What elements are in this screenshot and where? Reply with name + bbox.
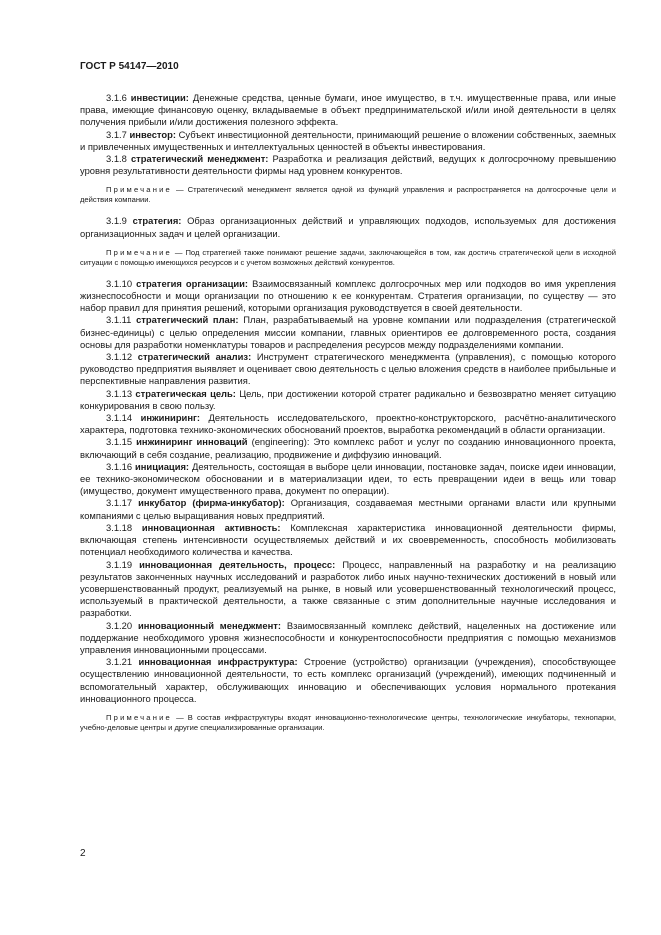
page-number: 2	[80, 848, 86, 859]
term-name: стратегия:	[132, 215, 182, 227]
term-text: Инструмент стратегического менеджмента (управления), с помощью которого руководство предприятия выявляет и оценивает свою деятельность с целью вложения средств в наиболее прибыльные и перспективные направления развития.	[80, 351, 617, 387]
term-name: инновационная инфраструктура:	[138, 656, 298, 668]
term-definition	[80, 497, 616, 521]
term-number: 3.1.13	[106, 387, 133, 399]
note-text: — Стратегический менеджмент является одной из функций управления и распространяется на долгосрочные цели и действия компании.	[80, 185, 616, 205]
term-name: стратегический план:	[136, 314, 239, 326]
term-definition	[80, 129, 616, 153]
term-name: стратегический менеджмент:	[130, 153, 269, 165]
document-body	[80, 92, 616, 743]
term-definition	[80, 388, 616, 412]
term-name: инжиниринг:	[140, 412, 201, 424]
term-name: стратегия организации:	[136, 277, 249, 289]
term-definition	[80, 522, 616, 559]
term-number: 3.1.17	[106, 497, 133, 509]
term-text: Взаимосвязанный комплекс долгосрочных мер или подходов во имя укрепления жизнеспособности и мощи организации по отношению к ее конкурентам. Стратегия организации, по существу — это набор правил для принятия решений, которыми организация руководствуется в своей деятельности.	[80, 277, 616, 314]
term-definition	[80, 620, 616, 657]
term-text: (engineering): Это комплекс работ и услуг по созданию инновационного проекта, включающий в себя создание, реализацию, продвижение и диффузию инноваций.	[80, 436, 616, 460]
term-number: 3.1.10	[106, 277, 133, 289]
note-label: Примечание	[106, 185, 172, 195]
term-text: Взаимосвязанный комплекс действий, нацеленных на достижение или поддержание необходимого уровня жизнеспособности и конкурентоспособности предприятия с помощью механизмов управления инновационными процессами.	[80, 619, 616, 655]
term-name: инвестиции:	[130, 92, 189, 103]
term-text: Процесс, направленный на разработку и на реализацию результатов законченных научных исследований и разработок либо иных научно-технических достижений в новый или усовершенствованный продукт, реализуемый на рынке, в новый или усовершенствованный технологический процесс, используемый в практической деятельности, а также связанные с этим дополнительные научные исследования и разработки.	[80, 558, 616, 619]
term-definition	[80, 461, 616, 498]
term-text: Строение (устройство) организации (учреждения), способствующее осуществлению инновационной деятельности, то есть комплекс организаций (учреждений), имеющих подчиненный и вспомогательный характер, обслуживающих инновацию и обеспечивающих условия нормального протекания инновационного процесса.	[80, 656, 616, 704]
term-number: 3.1.8	[106, 153, 127, 165]
term-definition	[80, 314, 616, 351]
term-number: 3.1.18	[106, 521, 133, 533]
term-name: инновационная активность:	[141, 521, 281, 533]
term-name: инновационная деятельность, процесс:	[139, 558, 336, 570]
term-text: Разработка и реализация действий, ведущих к долгосрочному превышению уровня результативности деятельности фирмы над уровнем конкурентов.	[80, 153, 616, 177]
term-number: 3.1.9	[106, 215, 127, 227]
note-label: Примечание	[106, 712, 172, 722]
note	[80, 713, 616, 733]
term-text: Комплексная характеристика инновационной деятельности фирмы, включающая степень интенсивности осуществляемых действий и их своевременность, способность мобилизовать потенциал необходимого количества и качества.	[80, 521, 616, 558]
term-definition	[80, 559, 616, 620]
term-definition	[80, 436, 616, 460]
term-definition	[80, 215, 616, 239]
note-text: — Под стратегией также понимают решение задачи, заключающейся в том, как достичь стратегической цели в исходной ситуации с помощью имеющихся ресурсов и с учетом возможных действий конкурентов.	[80, 247, 616, 267]
term-name: инвестор:	[129, 128, 176, 140]
term-text: Цель, при достижении которой стратег радикально и безвозвратно меняет ситуацию конкурирования в свою пользу.	[80, 387, 617, 411]
term-name: инициация:	[135, 460, 190, 472]
term-number: 3.1.11	[106, 314, 132, 326]
term-definition	[80, 153, 616, 177]
term-number: 3.1.15	[106, 436, 133, 448]
term-name: инновационный менеджмент:	[137, 619, 281, 631]
term-name: стратегическая цель:	[135, 387, 236, 399]
document-header: ГОСТ Р 54147—2010	[80, 61, 179, 72]
term-text: План, разрабатываемый на уровне компании или подразделения (стратегической бизнес-единицы) с целью определения миссии компании, главных ориентиров ее долговременного роста, создания основы для разработки номенклатуры товаров и распределения ресурсов между подразделениями компании.	[80, 314, 617, 350]
term-number: 3.1.20	[106, 619, 133, 631]
note	[80, 248, 616, 268]
term-definition	[80, 278, 616, 315]
term-number: 3.1.12	[106, 351, 133, 363]
term-number: 3.1.19	[106, 558, 133, 570]
term-definition	[80, 656, 616, 705]
term-definition	[80, 351, 616, 388]
term-name: инкубатор (фирма-инкубатор):	[138, 497, 285, 509]
term-number: 3.1.7	[106, 128, 127, 140]
note-text: — В состав инфраструктуры входят инновационно-технологические центры, технологические инкубаторы, технопарки, учебно-деловые центры и другие специализированные организации.	[80, 712, 616, 732]
term-number: 3.1.16	[106, 460, 133, 472]
term-number: 3.1.21	[106, 656, 133, 668]
term-text: Субъект инвестиционной деятельности, принимающий решение о вложении собственных, заемных и привлеченных имущественных и интеллектуальных ценностей в объекты инвестирования.	[80, 128, 616, 152]
term-definition	[80, 412, 616, 436]
term-text: Образ организационных действий и управляющих подходов, используемых для достижения организационных задач и целей организации.	[80, 215, 616, 239]
term-number: 3.1.6	[106, 92, 127, 103]
term-definition	[80, 92, 616, 129]
term-number: 3.1.14	[106, 412, 133, 424]
note-label: Примечание	[106, 247, 172, 257]
term-text: Организация, создаваемая местными органами власти или крупными компаниями с целью выращивания новых предприятий.	[80, 497, 616, 521]
term-text: Денежные средства, ценные бумаги, иное имущество, в т.ч. имущественные права, или иные права, имеющие финансовую оценку, вкладываемые в объект предпринимательской и/или иной деятельности в целях получения прибыли и/или достижения полезного эффекта.	[80, 92, 616, 128]
term-name: инжиниринг инноваций	[136, 436, 248, 448]
term-text: Деятельность исследовательского, проектно-конструкторского, расчётно-аналитического характера, подготовка технико-экономических обоснований проектов, выработка рекомендаций в области организации.	[80, 412, 616, 436]
term-text: Деятельность, состоящая в выборе цели инновации, постановке задач, поиске идеи инновации, ее технико-экономическом обосновании и в материализации идеи, то есть превращении идеи в вещь или товар (имущество, документ имущественного права, документ по операции).	[80, 460, 616, 497]
term-name: стратегический анализ:	[137, 351, 252, 363]
note	[80, 185, 616, 205]
